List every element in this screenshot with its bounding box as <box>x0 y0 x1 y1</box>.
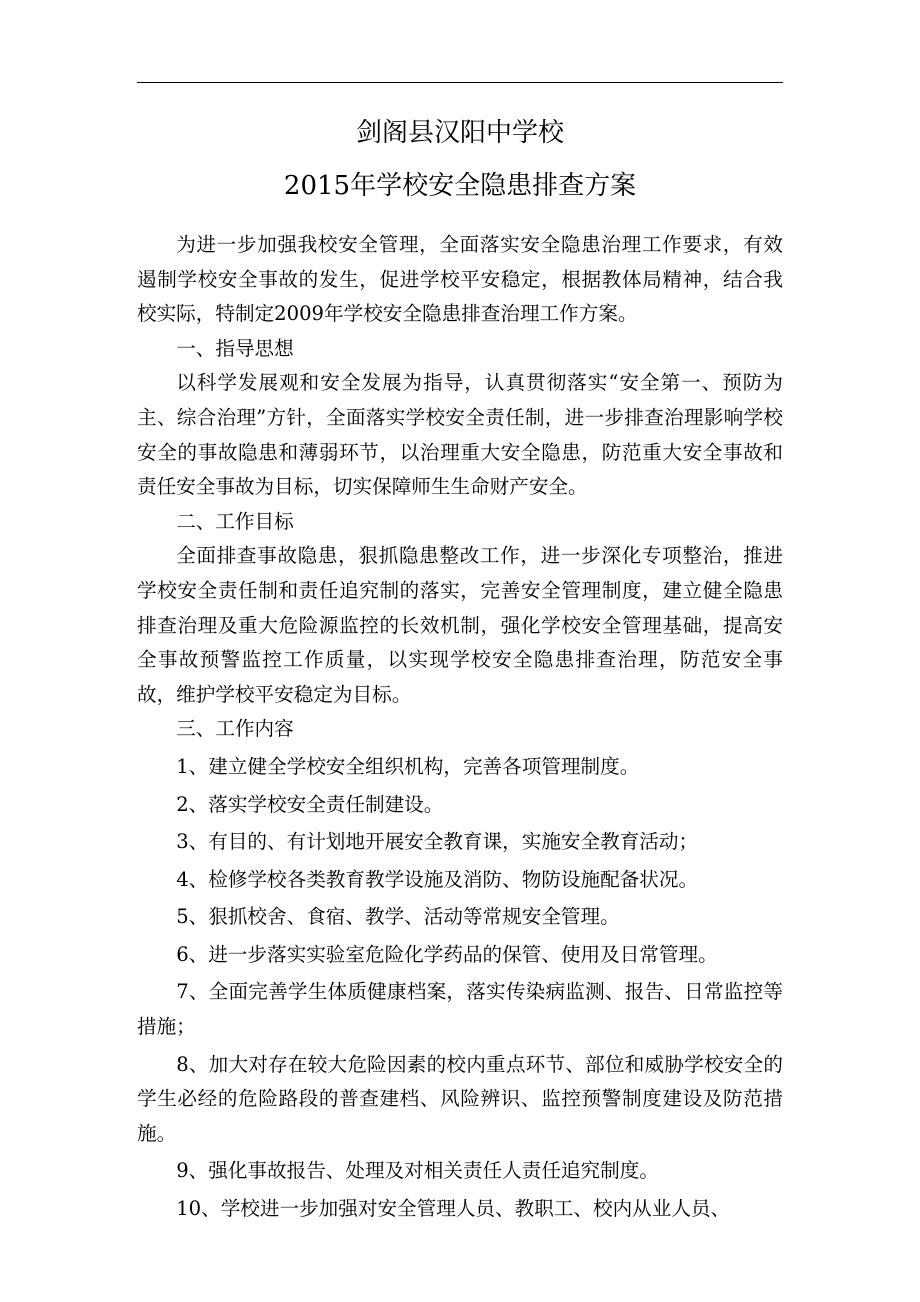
list-item: 2、落实学校安全责任制建设。 <box>176 792 444 816</box>
list-item: 1、建立健全学校安全组织机构，完善各项管理制度。 <box>176 754 640 778</box>
section-guiding-ideology-text: 以科学发展观和安全发展为指导，认真贯彻落实“安全第一、预防为主、综合治理”方针，全面落实学校安全责任制，进一步排查治理影响学校安全的事故隐患和薄弱环节，以治理重大安全隐患，防范重大安全事故和责任安全事故为目标，切实保障师生生命财产安全。 <box>137 371 783 499</box>
list-item: 6、进一步落实实验室危险化学药品的保管、使用及日常管理。 <box>176 942 718 966</box>
section-heading-work-content: 三、工作内容 <box>176 717 294 741</box>
list-item: 7、全面完善学生体质健康档案，落实传染病监测、报告、日常监控等措施； <box>137 980 783 1039</box>
plan-title: 2015年学校安全隐患排查方案 <box>283 171 637 201</box>
school-name-title: 剑阁县汉阳中学校 <box>355 118 564 148</box>
list-item: 5、狠抓校舍、食宿、教学、活动等常规安全管理。 <box>176 905 620 929</box>
list-item: 8、加大对存在较大危险因素的校内重点环节、部位和威胁学校安全的学生必经的危险路段的普查建档、风险辨识、监控预警制度建设及防范措施。 <box>137 1052 783 1145</box>
document-body <box>137 228 783 1227</box>
intro-paragraph: 为进一步加强我校安全管理，全面落实安全隐患治理工作要求，有效遏制学校安全事故的发生，促进学校平安稳定，根据教体局精神，结合我校实际，特制定2009年学校安全隐患排查治理工作方案。 <box>137 233 783 326</box>
list-item: 10、学校进一步加强对安全管理人员、教职工、校内从业人员、 <box>176 1197 731 1221</box>
section-work-goals-text: 全面排查事故隐患，狠抓隐患整改工作，进一步深化专项整治，推进学校安全责任制和责任追究制的落实，完善安全管理制度，建立健全隐患排查治理及重大危险源监控的长效机制，强化学校安全管理基础，提高安全事故预警监控工作质量，以实现学校安全隐患排查治理，防范安全事故，维护学校平安稳定为目标。 <box>137 544 783 706</box>
list-item: 9、强化事故报告、处理及对相关责任人责任追究制度。 <box>176 1159 659 1183</box>
section-heading-work-goals: 二、工作目标 <box>176 509 294 533</box>
header-rule <box>137 82 783 83</box>
section-heading-guiding-ideology: 一、指导思想 <box>176 336 294 360</box>
list-item: 3、有目的、有计划地开展安全教育课，实施安全教育活动； <box>176 830 699 854</box>
list-item: 4、检修学校各类教育教学设施及消防、物防设施配备状况。 <box>176 867 699 891</box>
